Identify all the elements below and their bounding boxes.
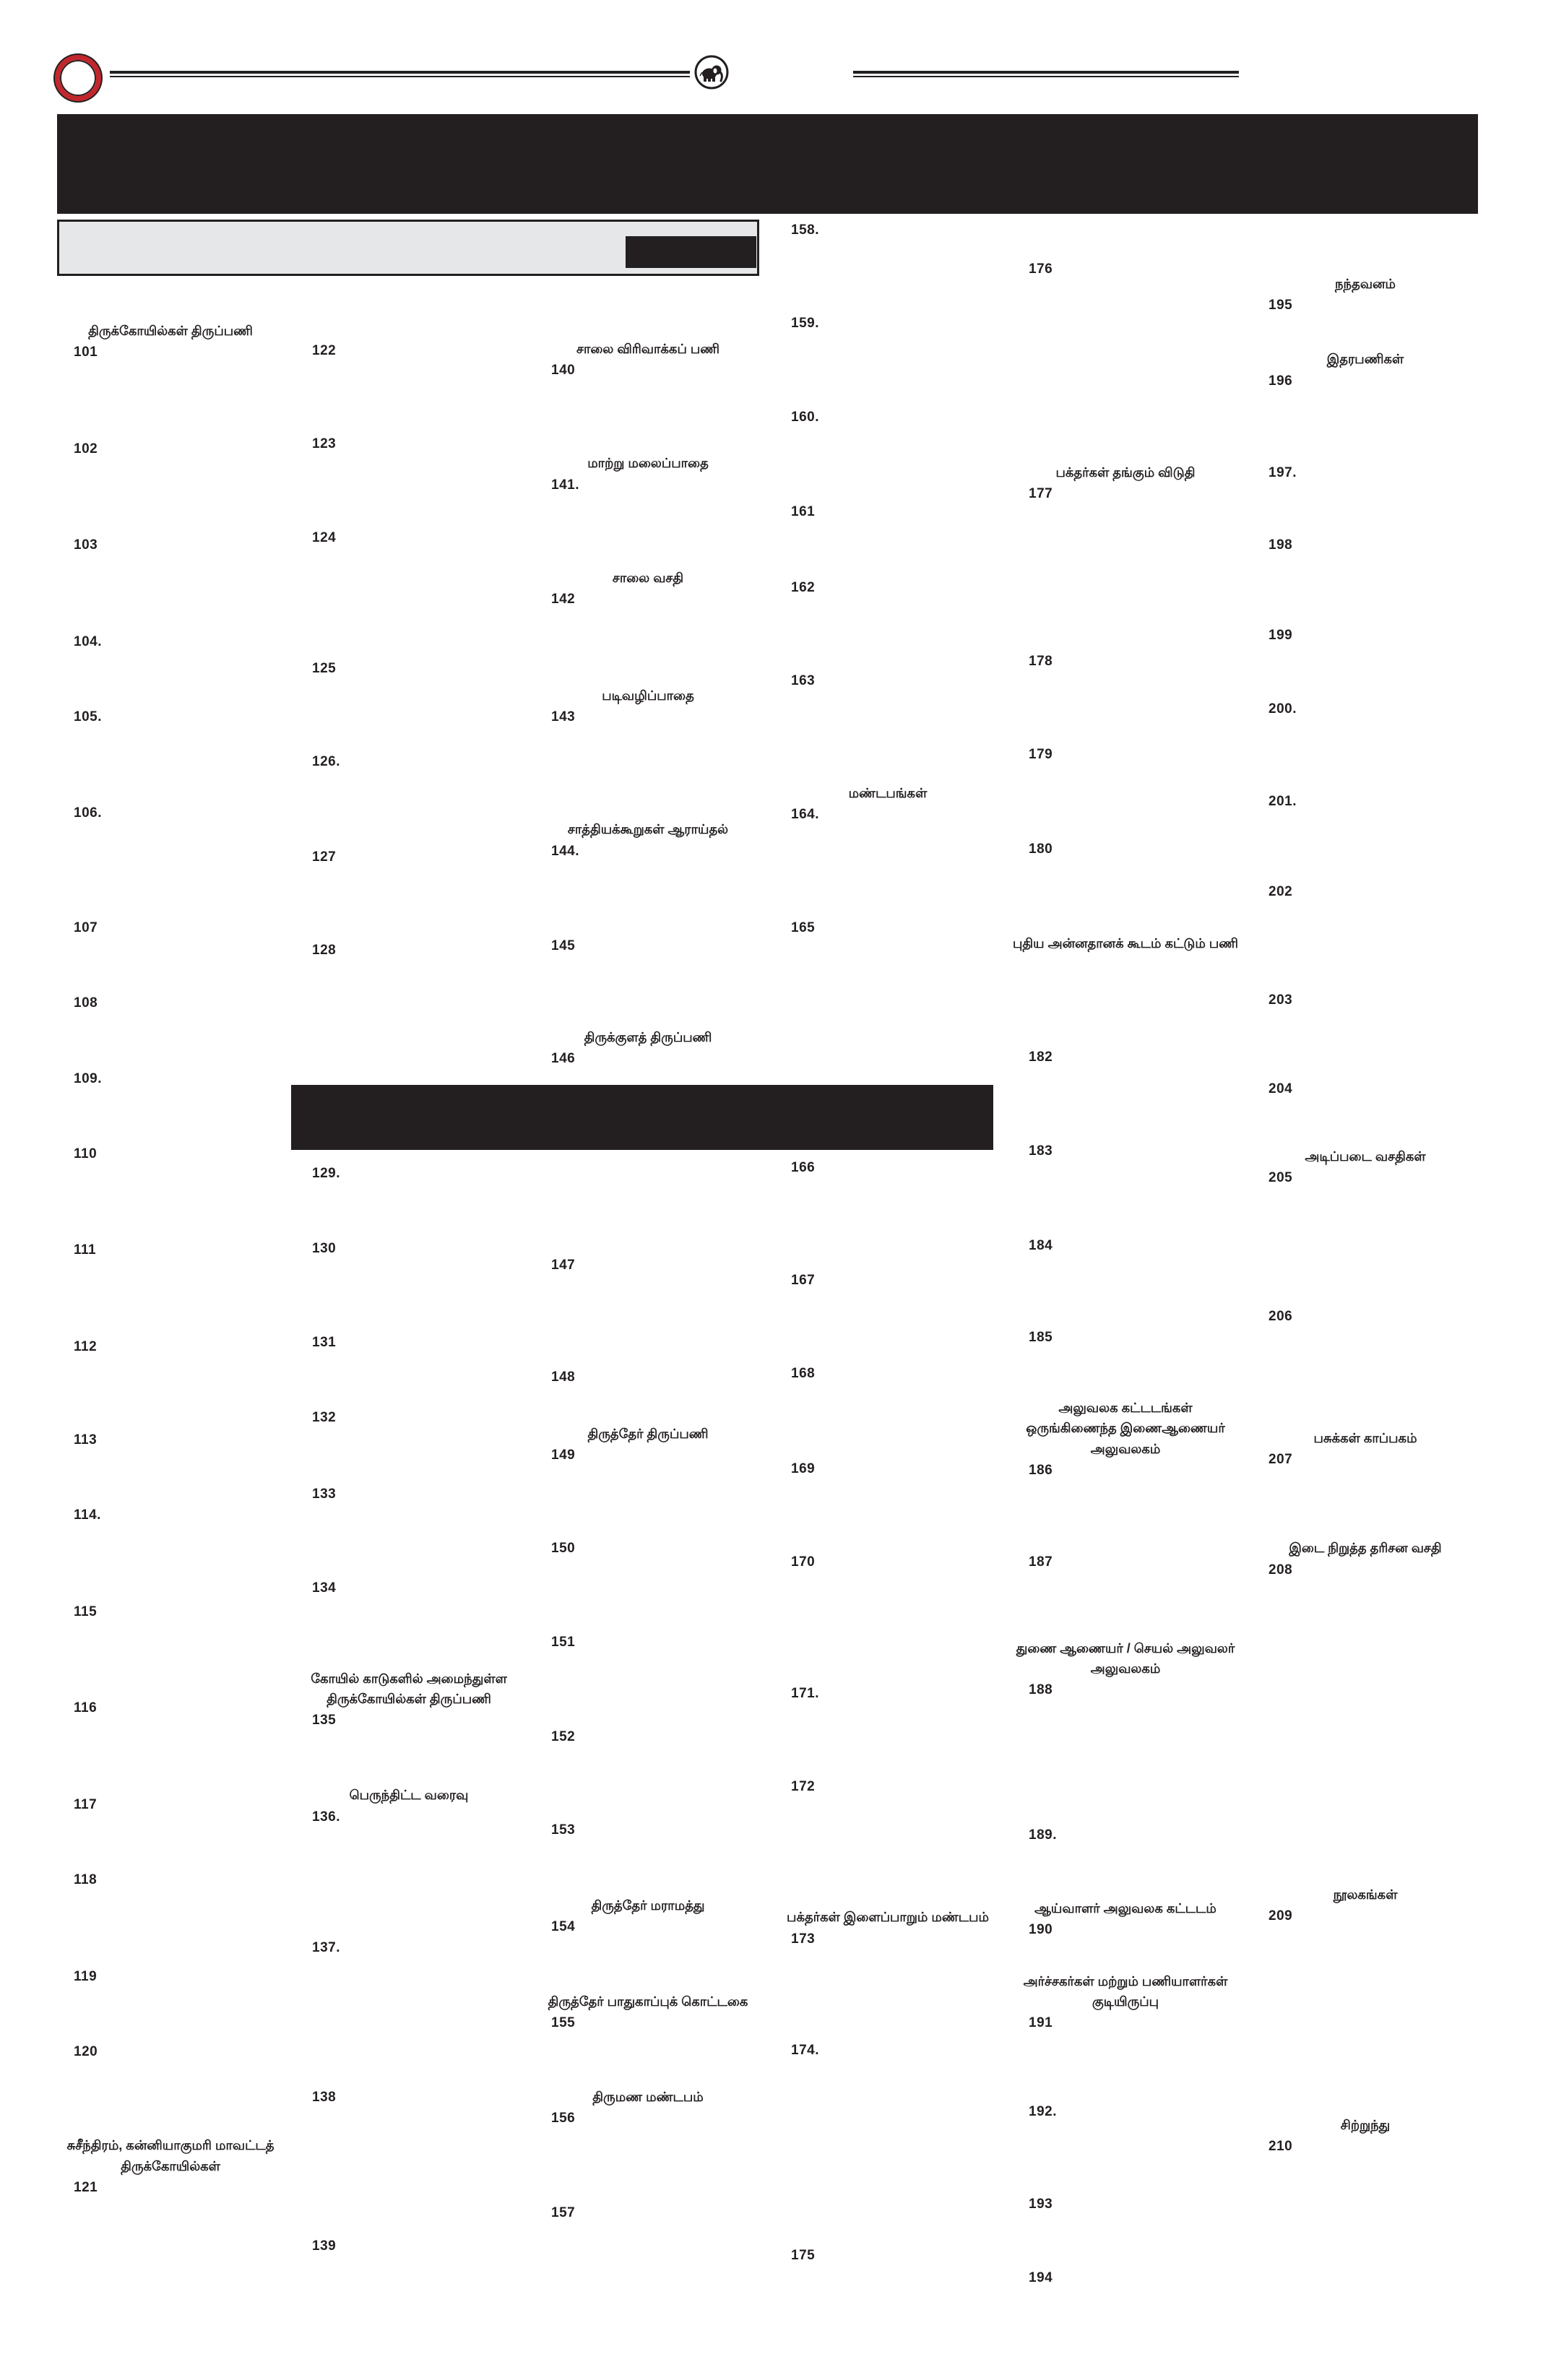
item-number: 180 (1029, 841, 1053, 857)
item-number: 157 (551, 2205, 576, 2220)
item-number: 130 (312, 1241, 337, 1256)
item-number: 143 (551, 709, 576, 724)
item-number: 192. (1029, 2104, 1057, 2119)
column-1 (51, 0, 290, 2380)
item-number: 199 (1268, 628, 1293, 643)
section-heading: நந்தவனம் (1335, 277, 1396, 291)
item-number: 132 (312, 1410, 337, 1425)
item-number: 160. (791, 410, 819, 425)
section-heading: அடிப்படை வசதிகள் (1305, 1149, 1426, 1164)
item-number: 129. (312, 1166, 340, 1181)
section-heading: திருக்கோயில்கள் திருப்பணி (327, 1692, 491, 1706)
item-number: 168 (791, 1366, 816, 1381)
item-number: 188 (1029, 1682, 1053, 1697)
item-number: 158. (791, 222, 819, 238)
section-heading: சுசீந்திரம், கன்னியாகுமரி மாவட்டத் (66, 2138, 275, 2152)
section-heading: கோயில் காடுகளில் அமைந்துள்ள (311, 1671, 507, 1686)
item-number: 112 (74, 1339, 98, 1354)
item-number: 105. (74, 709, 102, 724)
item-number: 169 (791, 1461, 816, 1476)
item-number: 203 (1268, 992, 1293, 1008)
item-number: 201. (1268, 794, 1297, 809)
item-number: 182 (1029, 1050, 1053, 1065)
item-number: 150 (551, 1541, 576, 1556)
item-number: 147 (551, 1258, 576, 1273)
column-6 (1246, 0, 1484, 2380)
item-number: 148 (551, 1369, 576, 1385)
item-number: 166 (791, 1160, 816, 1175)
item-number: 206 (1268, 1309, 1293, 1324)
item-number: 145 (551, 938, 576, 953)
item-number: 195 (1268, 298, 1293, 313)
item-number: 118 (74, 1872, 98, 1887)
item-number: 146 (551, 1051, 576, 1066)
item-number: 125 (312, 661, 337, 676)
item-number: 119 (74, 1969, 98, 1984)
section-heading: நூலகங்கள் (1333, 1887, 1398, 1902)
item-number: 117 (74, 1797, 98, 1812)
item-number: 185 (1029, 1330, 1053, 1345)
section-heading: படிவழிப்பாதை (602, 688, 694, 703)
item-number: 189. (1029, 1827, 1057, 1843)
section-heading: இதரபணிகள் (1326, 352, 1404, 366)
item-number: 177 (1029, 486, 1053, 501)
item-number: 155 (551, 2015, 576, 2030)
item-number: 107 (74, 920, 98, 935)
section-heading: ஆய்வாளர் அலுவலக கட்டடம் (1034, 1901, 1216, 1916)
item-number: 170 (791, 1554, 816, 1570)
item-number: 133 (312, 1487, 337, 1502)
section-heading: சாலை வசதி (612, 571, 684, 585)
item-number: 134 (312, 1580, 337, 1596)
item-number: 151 (551, 1635, 576, 1650)
item-number: 210 (1268, 2139, 1293, 2154)
item-number: 142 (551, 592, 576, 607)
column-3 (529, 0, 767, 2380)
item-number: 115 (74, 1604, 98, 1619)
item-number: 196 (1268, 373, 1293, 389)
item-number: 190 (1029, 1922, 1053, 1937)
section-heading: பக்தர்கள் தங்கும் விடுதி (1055, 465, 1196, 480)
item-number: 176 (1029, 261, 1053, 277)
item-number: 205 (1268, 1170, 1293, 1185)
item-number: 123 (312, 436, 337, 451)
item-number: 101 (74, 345, 98, 360)
item-number: 207 (1268, 1452, 1293, 1467)
item-number: 209 (1268, 1908, 1293, 1924)
item-number: 144. (551, 844, 579, 859)
section-heading: இடை நிறுத்த தரிசன வசதி (1289, 1541, 1442, 1555)
section-heading: அலுவலக கட்டடங்கள் (1058, 1401, 1193, 1415)
item-number: 116 (74, 1700, 98, 1715)
section-heading: பக்தர்கள் இளைப்பாறும் மண்டபம் (787, 1910, 989, 1924)
item-number: 127 (312, 849, 337, 865)
item-number: 122 (312, 343, 337, 358)
section-heading: ஒருங்கிணைந்த இணைஆணையர் (1026, 1421, 1225, 1435)
section-heading: சாலை விரிவாக்கப் பணி (576, 342, 719, 356)
section-heading: திருத்தேர் பாதுகாப்புக் கொட்டகை (548, 1994, 748, 2009)
item-number: 131 (312, 1335, 337, 1350)
item-number: 141. (551, 477, 579, 493)
item-number: 108 (74, 995, 98, 1011)
item-number: 114. (74, 1507, 101, 1523)
item-number: 204 (1268, 1081, 1293, 1096)
item-number: 102 (74, 441, 98, 456)
section-heading: திருத்தேர் மராமத்து (591, 1898, 705, 1913)
item-number: 109. (74, 1071, 102, 1086)
item-number: 191 (1029, 2015, 1053, 2030)
section-heading: திருக்குளத் திருப்பணி (584, 1030, 712, 1044)
column-2 (290, 0, 528, 2380)
item-number: 135 (312, 1713, 337, 1728)
item-number: 165 (791, 920, 816, 935)
item-number: 186 (1029, 1463, 1053, 1478)
item-number: 184 (1029, 1238, 1053, 1253)
item-number: 139 (312, 2238, 337, 2254)
section-heading: குடியிருப்பு (1092, 1994, 1159, 2009)
item-number: 110 (74, 1146, 98, 1161)
item-number: 187 (1029, 1554, 1053, 1570)
item-number: 128 (312, 943, 337, 958)
section-heading: பெருந்திட்ட வரைவு (349, 1788, 469, 1802)
item-number: 113 (74, 1432, 98, 1448)
item-number: 194 (1029, 2270, 1053, 2285)
item-number: 174. (791, 2043, 819, 2058)
item-number: 208 (1268, 1562, 1293, 1578)
item-number: 121 (74, 2180, 98, 2195)
item-number: 183 (1029, 1143, 1053, 1159)
item-number: 152 (551, 1729, 576, 1744)
item-number: 138 (312, 2090, 337, 2105)
section-heading: மண்டபங்கள் (848, 786, 928, 800)
section-heading: மாற்று மலைப்பாதை (587, 456, 709, 470)
item-number: 161 (791, 504, 816, 519)
section-heading: சிற்றுந்து (1340, 2118, 1391, 2132)
item-number: 149 (551, 1448, 576, 1463)
item-number: 200. (1268, 701, 1297, 717)
item-number: 111 (74, 1242, 97, 1258)
item-number: 197. (1268, 465, 1297, 480)
item-number: 153 (551, 1822, 576, 1838)
section-heading: திருக்கோயில்கள் (121, 2159, 220, 2173)
item-number: 106. (74, 805, 102, 821)
item-number: 173 (791, 1931, 816, 1947)
section-heading: அலுவலகம் (1090, 1661, 1161, 1676)
item-number: 193 (1029, 2197, 1053, 2212)
section-heading: அலுவலகம் (1090, 1442, 1161, 1456)
section-heading: புதிய அன்னதானக் கூடம் கட்டும் பணி (1012, 936, 1239, 951)
section-heading: அர்ச்சகர்கள் மற்றும் பணியாளர்கள் (1023, 1974, 1228, 1989)
item-number: 136. (312, 1809, 340, 1825)
item-number: 198 (1268, 537, 1293, 553)
item-number: 104. (74, 634, 102, 649)
section-heading: திருக்கோயில்கள் திருப்பணி (88, 324, 253, 338)
item-number: 120 (74, 2044, 98, 2059)
section-heading: திருத்தேர் திருப்பணி (587, 1427, 709, 1441)
item-number: 172 (791, 1779, 816, 1794)
item-number: 202 (1268, 884, 1293, 899)
item-number: 178 (1029, 654, 1053, 669)
item-number: 167 (791, 1273, 816, 1288)
item-number: 103 (74, 537, 98, 553)
item-number: 154 (551, 1919, 576, 1934)
item-number: 124 (312, 530, 337, 545)
section-heading: சாத்தியக்கூறுகள் ஆராய்தல் (567, 822, 729, 836)
item-number: 175 (791, 2248, 816, 2263)
section-heading: திருமண மண்டபம் (592, 2090, 704, 2104)
column-4 (769, 0, 1007, 2380)
item-number: 163 (791, 673, 816, 688)
section-heading: துணை ஆணையர் / செயல் அலுவலர் (1016, 1641, 1235, 1656)
item-number: 159. (791, 316, 819, 331)
item-number: 171. (791, 1686, 819, 1701)
item-number: 156 (551, 2111, 576, 2126)
item-number: 164. (791, 807, 819, 822)
item-number: 162 (791, 580, 816, 595)
section-heading: பசுக்கள் காப்பகம் (1313, 1431, 1417, 1445)
item-number: 137. (312, 1940, 340, 1955)
column-5 (1006, 0, 1245, 2380)
item-number: 140 (551, 363, 576, 378)
item-number: 179 (1029, 747, 1053, 762)
item-number: 126. (312, 754, 340, 769)
